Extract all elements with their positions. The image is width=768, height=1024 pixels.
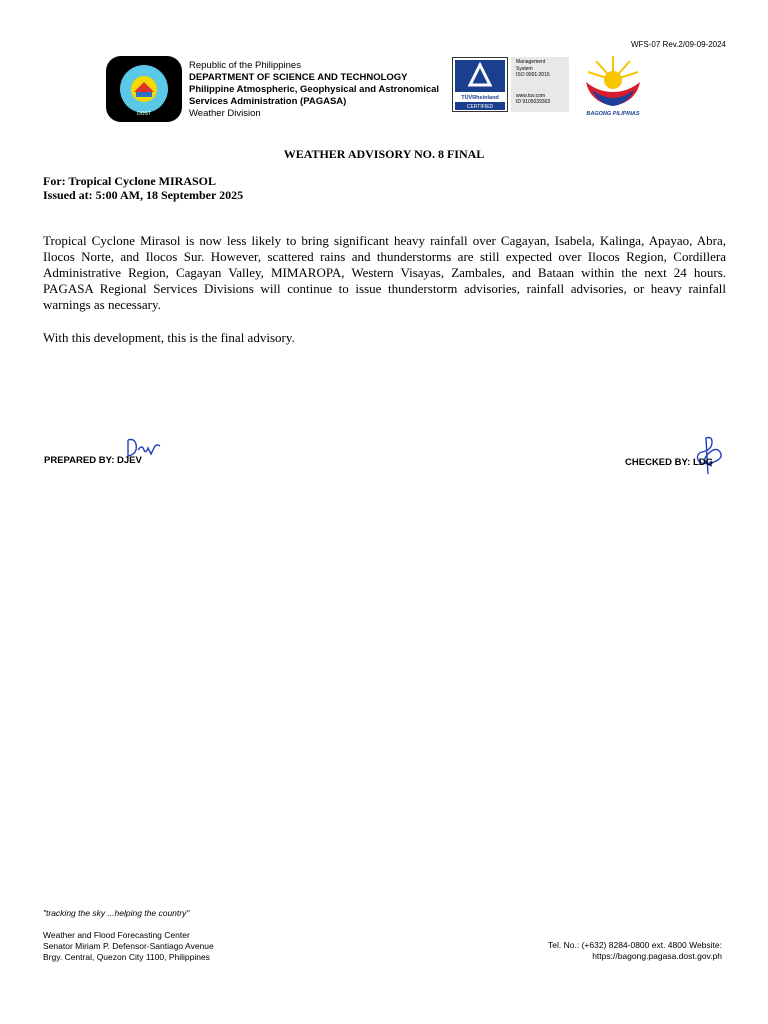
department-line: DEPARTMENT OF SCIENCE AND TECHNOLOGY — [189, 72, 408, 83]
advisory-title: WEATHER ADVISORY NO. 8 FINAL — [283, 147, 485, 161]
agency-header — [189, 60, 439, 120]
prepared-by: PREPARED BY: DJEV — [44, 455, 142, 466]
bagong-pilipinas-label: BAGONG PILIPINAS — [586, 111, 640, 117]
tuv-info-line-3: ISO 9001:2015 — [516, 72, 550, 78]
division-line: Weather Division — [189, 108, 261, 119]
agency-line-1: Philippine Atmospheric, Geophysical and Astronomical — [189, 84, 440, 95]
tuv-logo-icon — [453, 58, 507, 111]
checked-by: CHECKED BY: LDG — [625, 457, 713, 468]
bagong-pilipinas-logo-icon — [578, 52, 648, 118]
checker-signature-icon — [690, 434, 730, 476]
form-code: WFS-07 Rev.2/09-09-2024 — [630, 40, 726, 49]
dost-logo-text: DOST — [137, 111, 151, 117]
contact-line-1: Tel. No.: (+632) 8284-0800 ext. 4800 Website: — [548, 940, 722, 950]
address-line-3: Brgy. Central, Quezon City 1100, Philippines — [43, 952, 210, 962]
address-line-2: Senator Miriam P. Defensor-Santiago Avenue — [43, 941, 214, 951]
agency-line-2: Services Administration (PAGASA) — [189, 96, 347, 107]
tuv-info-line-4: www.tuv.com — [516, 92, 546, 99]
tuv-brand: TÜVRheinland — [461, 95, 499, 101]
tuv-info-line-1: Management — [516, 59, 546, 65]
dost-logo-icon — [104, 54, 184, 124]
issued-line: Issued at: 5:00 AM, 18 September 2025 — [43, 188, 244, 202]
tuv-info-panel — [511, 57, 569, 112]
footer-address — [43, 930, 214, 963]
advisory-body: Tropical Cyclone Mirasol is now less likely to bring significant heavy rainfall over Cagayan, Isabela, Kalinga, Apayao, Abra, Ilocos Norte, and Ilocos Sur. However, scattered rains and thunderstorms are still expected over Ilocos Region, Cordillera Administrative Region, Cagayan Valley, MIMAROPA, Western Visayas, Zambales, and Bataan within the next 24 hours. PAGASA Regional Services Divisions will continue to issue thunderstorm advisories, rainfall advisories, or heavy rainfall warnings as necessary. — [43, 233, 726, 312]
website-link[interactable]: https://bagong.pagasa.dost.gov.ph — [592, 951, 722, 961]
tuv-info-line-2: System — [516, 65, 533, 72]
address-line-1: Weather and Flood Forecasting Center — [43, 930, 190, 940]
tuv-certified-label: CERTIFIED — [466, 104, 494, 110]
footer-contact — [548, 940, 722, 962]
tuv-info-line-5: ID 9105039303 — [516, 99, 551, 105]
tuv-certification-badge — [452, 57, 508, 112]
footer-tagline: "tracking the sky ...helping the country" — [43, 908, 190, 918]
final-note: With this development, this is the final advisory. — [43, 330, 295, 345]
for-line: For: Tropical Cyclone MIRASOL — [43, 174, 216, 188]
republic-line: Republic of the Philippines — [189, 60, 301, 71]
